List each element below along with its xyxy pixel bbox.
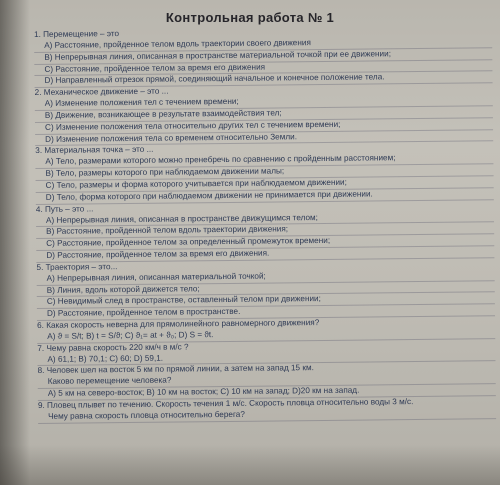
option: С) Тело, размеры и форма которого учитывается при наблюдаемом движении;: [36, 176, 494, 193]
option: А) Расстояние, пройденное телом вдоль траектории своего движения: [34, 36, 492, 53]
option: А) Изменение положения тел с течением времени;: [35, 94, 493, 111]
option: С) Изменение положения тела относительно других тел с течением времени;: [35, 118, 493, 135]
option: D) Направленный отрезок прямой, соединяющий начальное и конечное положение тела.: [34, 72, 492, 89]
option: D) Тело, форма которого при наблюдаемом движении не принимается при движении.: [36, 188, 494, 205]
option: D) Изменение положения тела со временем относительно Земли.: [35, 130, 493, 147]
option: А) Непрерывная линия, описанная в пространстве движущимся телом;: [36, 211, 494, 228]
option: Каково перемещение человека?: [38, 372, 496, 389]
question-8: 8. Человек шел на восток 5 км по прямой линии, а затем на запад 15 км.: [37, 363, 314, 376]
option: А) 61,1; В) 70,1; С) 60; D) 59,1.: [37, 350, 495, 367]
option: В) Расстояние, пройденной телом вдоль траектории движения;: [36, 223, 494, 240]
shadow-bottom: [0, 445, 500, 485]
question-6: 6. Какая скорость неверна для прямолинейного равномерного движения?: [37, 318, 320, 331]
option: А) Тело, размерами которого можно пренебречь по сравнению с пройденным расстоянием;: [35, 152, 493, 169]
option: С) Невидимый след в пространстве, оставленный телом при движении;: [37, 293, 495, 310]
option: А) 5 км на северо-восток; В) 10 км на восток; С) 10 км на запад; D)20 км на запад.: [38, 384, 496, 401]
option: С) Расстояние, пройденное телом за определенный промежуток времени;: [36, 234, 494, 251]
question-2: 2. Механическое движение – это ...: [34, 86, 169, 98]
question-4: 4. Путь – это ...: [35, 204, 94, 214]
option: А) ϑ = S/t; В) t = S/ϑ; С) ϑ₁= at + ϑ₀; D) S = ϑt.: [37, 327, 495, 344]
option: D) Расстояние, пройденное телом за время его движения.: [36, 246, 494, 263]
question-5: 5. Траектория – это...: [36, 262, 118, 272]
question-9: 9. Пловец плывет по течению. Скорость течения 1 м/с. Скорость пловца относительно воды 3 м/с.: [37, 397, 414, 410]
option: Чему равна скорость пловца относительно берега?: [38, 407, 496, 424]
question-list: [34, 25, 496, 423]
question-1: 1. Перемещение – это: [34, 29, 120, 39]
option: D) Расстояние, пройденное телом в пространстве.: [37, 304, 495, 321]
question-7: 7. Чему равна скорость 220 км/ч в м/с ?: [37, 342, 189, 353]
option: А) Непрерывная линия, описанная материальной точкой;: [37, 269, 495, 286]
option: В) Движение, возникающее в результате взаимодействия тел;: [35, 106, 493, 123]
question-3: 3. Материальная точка – это ...: [35, 145, 154, 156]
option: С) Расстояние, пройденное телом за время его движения: [34, 60, 492, 77]
option: В) Непрерывная линия, описанная в пространстве материальной точкой при ее движении;: [34, 48, 492, 65]
shadow-left: [0, 0, 30, 485]
option: В) Линия, вдоль которой движется тело;: [37, 281, 495, 298]
page-title: Контрольная работа № 1: [165, 10, 335, 25]
option: В) Тело, размеры которого при наблюдаемом движении малы;: [35, 164, 493, 181]
